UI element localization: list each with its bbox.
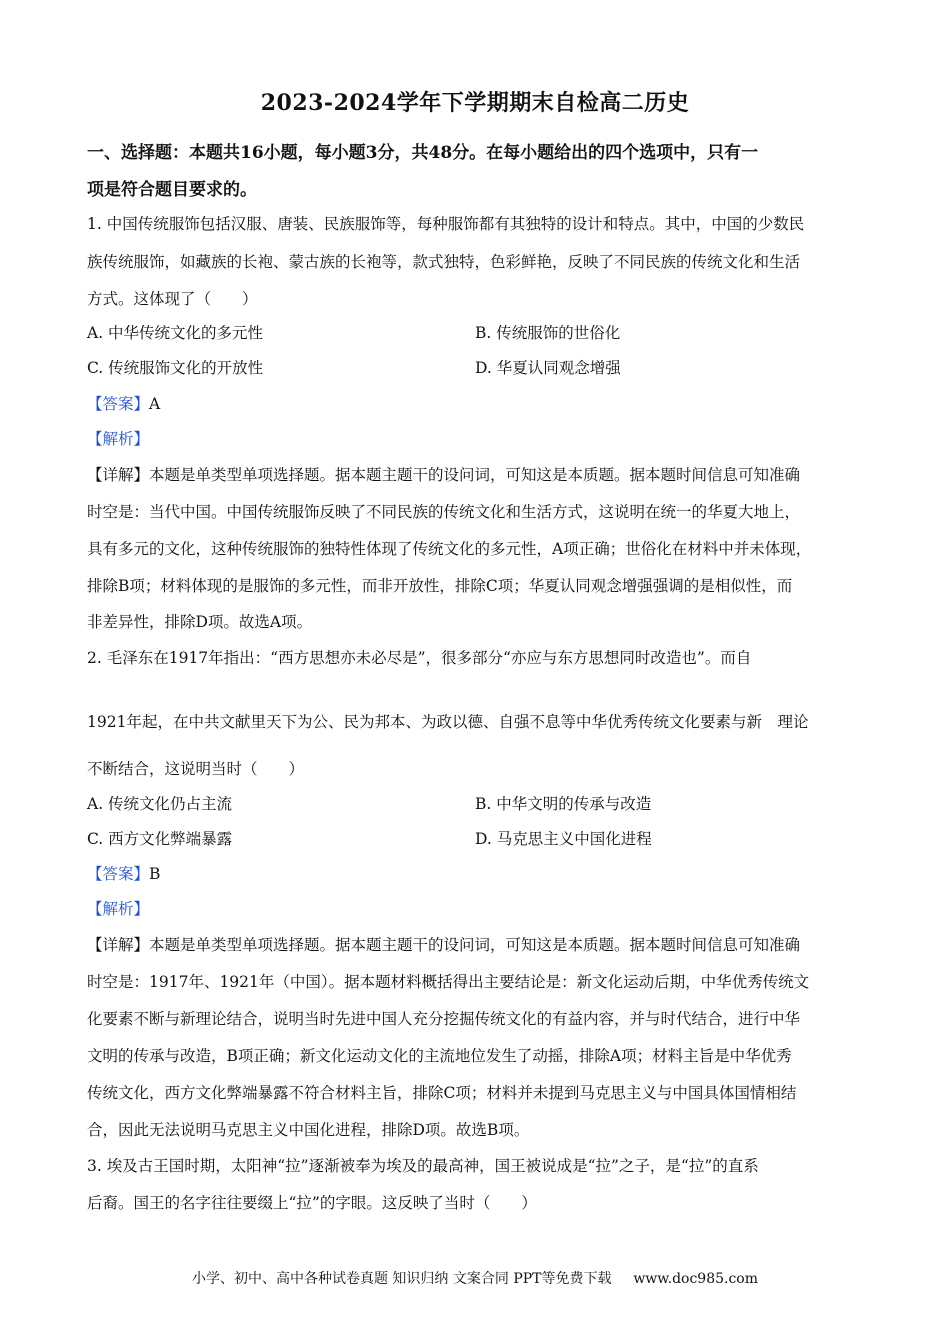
analysis-tag: 【解析】 <box>87 900 150 918</box>
q1-detail-line-5: 非差异性，排除D项。故选A项。 <box>87 613 313 631</box>
q2-analysis-line <box>87 899 867 919</box>
footer-link[interactable]: www.doc985.com <box>633 1271 759 1287</box>
q2-stem-line-1: 2. 毛泽东在1917年指出：“西方思想亦未必尽是”，很多部分“亦应与东方思想同时改造也”。而自 <box>87 649 752 667</box>
section-heading-line-2: 项是符合题目要求的。 <box>87 180 257 200</box>
q1-option-c: C. 传统服饰文化的开放性 <box>87 359 264 377</box>
q2-option-b: B. 中华文明的传承与改造 <box>475 795 652 813</box>
q2-option-a: A. 传统文化仍占主流 <box>87 795 233 813</box>
q1-option-a: A. 中华传统文化的多元性 <box>87 324 264 342</box>
q3-stem-line-2: 后裔。国王的名字往往要缀上“拉”的字眼。这反映了当时（ ） <box>87 1194 537 1212</box>
q1-option-d: D. 华夏认同观念增强 <box>475 359 621 377</box>
footer-text: 小学、初中、高中各种试卷真题 知识归纳 文案合同 PPT等免费下载 <box>191 1271 612 1287</box>
q2-stem-line-3: 不断结合，这说明当时（ ） <box>87 760 305 778</box>
q1-answer-value: A <box>149 395 161 413</box>
q1-detail-line-2: 时空是：当代中国。中国传统服饰反映了不同民族的传统文化和生活方式，这说明在统一的华夏大地上， <box>87 503 801 521</box>
q2-detail-line-5: 传统文化，西方文化弊端暴露不符合材料主旨，排除C项；材料并未提到马克思主义与中国具体国情相结 <box>87 1084 797 1102</box>
q1-analysis-line <box>87 429 867 449</box>
analysis-tag: 【解析】 <box>87 430 150 448</box>
q2-option-d: D. 马克思主义中国化进程 <box>475 830 652 848</box>
q2-detail-line-3: 化要素不断与新理论结合，说明当时先进中国人充分挖掘传统文化的有益内容，并与时代结合，进行中华 <box>87 1010 801 1028</box>
q2-detail-text-1: 本题是单类型单项选择题。据本题主题干的设问词，可知这是本质题。据本题时间信息可知准确 <box>149 936 801 954</box>
q2-detail-line-2: 时空是：1917年、1921年（中国）。据本题材料概括得出主要结论是：新文化运动后期，中华优秀传统文 <box>87 973 810 991</box>
answer-tag: 【答案】 <box>87 865 150 883</box>
q1-detail-text-1: 本题是单类型单项选择题。据本题主题干的设问词，可知这是本质题。据本题时间信息可知准确 <box>149 466 801 484</box>
section-heading-line-1: 一、选择题：本题共16小题，每小题3分，共48分。在每小题给出的四个选项中，只有一 <box>87 143 759 163</box>
q2-detail-line-6: 合，因此无法说明马克思主义中国化进程，排除D项。故选B项。 <box>87 1121 530 1139</box>
q1-stem-line-3: 方式。这体现了（ ） <box>87 290 258 308</box>
detail-tag: 【详解】 <box>87 466 150 484</box>
q1-detail-line-1 <box>87 465 867 485</box>
q1-answer-line <box>87 394 867 414</box>
q1-stem-line-2: 族传统服饰，如藏族的长袍、蒙古族的长袍等，款式独特，色彩鲜艳，反映了不同民族的传统文化和生活 <box>87 253 801 271</box>
q3-stem-line-1: 3. 埃及古王国时期，太阳神“拉”逐渐被奉为埃及的最高神，国王被说成是“拉”之子，是“拉”的直系 <box>87 1157 759 1175</box>
q2-stem-line-2: 1921年起，在中共文献里天下为公、民为邦本、为政以德、自强不息等中华优秀传统文化要素与新 理论 <box>87 713 809 731</box>
q2-answer-value: B <box>149 865 161 883</box>
answer-tag: 【答案】 <box>87 395 150 413</box>
page-footer <box>0 1268 950 1288</box>
q1-stem-line-1: 1. 中国传统服饰包括汉服、唐装、民族服饰等，每种服饰都有其独特的设计和特点。其中，中国的少数民 <box>87 215 805 233</box>
q1-detail-line-4: 排除B项；材料体现的是服饰的多元性，而非开放性，排除C项；华夏认同观念增强强调的是相似性，而 <box>87 577 793 595</box>
q1-option-b: B. 传统服饰的世俗化 <box>475 324 621 342</box>
q2-answer-line <box>87 864 867 884</box>
detail-tag: 【详解】 <box>87 936 150 954</box>
q2-detail-line-1 <box>87 935 867 955</box>
q2-option-c: C. 西方文化弊端暴露 <box>87 830 233 848</box>
q1-detail-line-3: 具有多元的文化，这种传统服饰的独特性体现了传统文化的多元性，A项正确；世俗化在材料中并未体现， <box>87 540 812 558</box>
q2-detail-line-4: 文明的传承与改造，B项正确；新文化运动文化的主流地位发生了动摇，排除A项；材料主旨是中华优秀 <box>87 1047 792 1065</box>
page-title: 2023-2024学年下学期期末自检高二历史 <box>260 90 690 116</box>
